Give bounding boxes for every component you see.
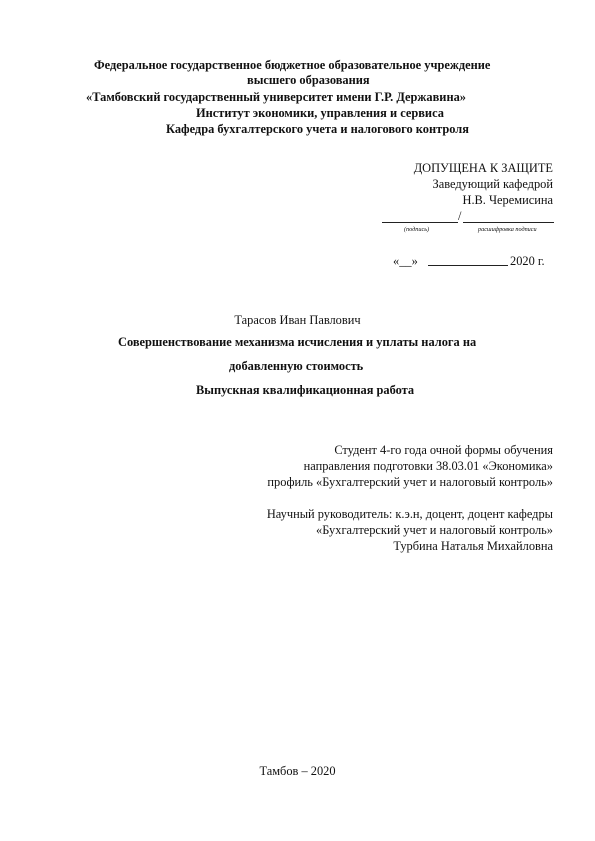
supervisor-degree: Научный руководитель: к.э.н, доцент, доцент кафедры: [266, 507, 553, 521]
decode-caption: расшифровка подписи: [478, 226, 537, 233]
decode-line: [463, 222, 554, 223]
approval-name: Н.В. Черемисина: [462, 193, 553, 207]
signature-line: [382, 222, 458, 223]
university-name: «Тамбовский государственный университет имени Г.Р. Державина»: [86, 90, 466, 104]
organization-line-1: Федеральное государственное бюджетное образовательное учреждение: [94, 58, 491, 72]
supervisor-name: Турбина Наталья Михайловна: [393, 539, 553, 553]
signature-caption: (подпись): [404, 226, 430, 233]
organization-line-2: высшего образования: [247, 73, 370, 87]
signature-separator: /: [458, 209, 462, 223]
approval-year: 2020 г.: [510, 254, 545, 268]
approval-position: Заведующий кафедрой: [432, 177, 553, 191]
thesis-type: Выпускная квалификационная работа: [196, 383, 415, 397]
author-name: Тарасов Иван Павлович: [234, 313, 361, 327]
approval-title: ДОПУЩЕНА К ЗАЩИТЕ: [413, 161, 553, 175]
department-name: Кафедра бухгалтерского учета и налогового контроля: [166, 122, 469, 136]
student-profile: профиль «Бухгалтерский учет и налоговый контроль»: [267, 475, 553, 489]
date-month-line: [428, 265, 508, 266]
approval-date-day: «__»: [393, 254, 418, 268]
thesis-title-line-1: Совершенствование механизма исчисления и уплаты налога на: [118, 335, 477, 349]
student-course: Студент 4-го года очной формы обучения: [334, 443, 553, 457]
thesis-title-line-2: добавленную стоимость: [229, 359, 364, 373]
supervisor-department: «Бухгалтерский учет и налоговый контроль»: [316, 523, 553, 537]
city-year: Тамбов – 2020: [259, 764, 336, 778]
institute-name: Институт экономики, управления и сервиса: [196, 106, 444, 120]
student-direction: направления подготовки 38.03.01 «Экономика»: [303, 459, 553, 473]
